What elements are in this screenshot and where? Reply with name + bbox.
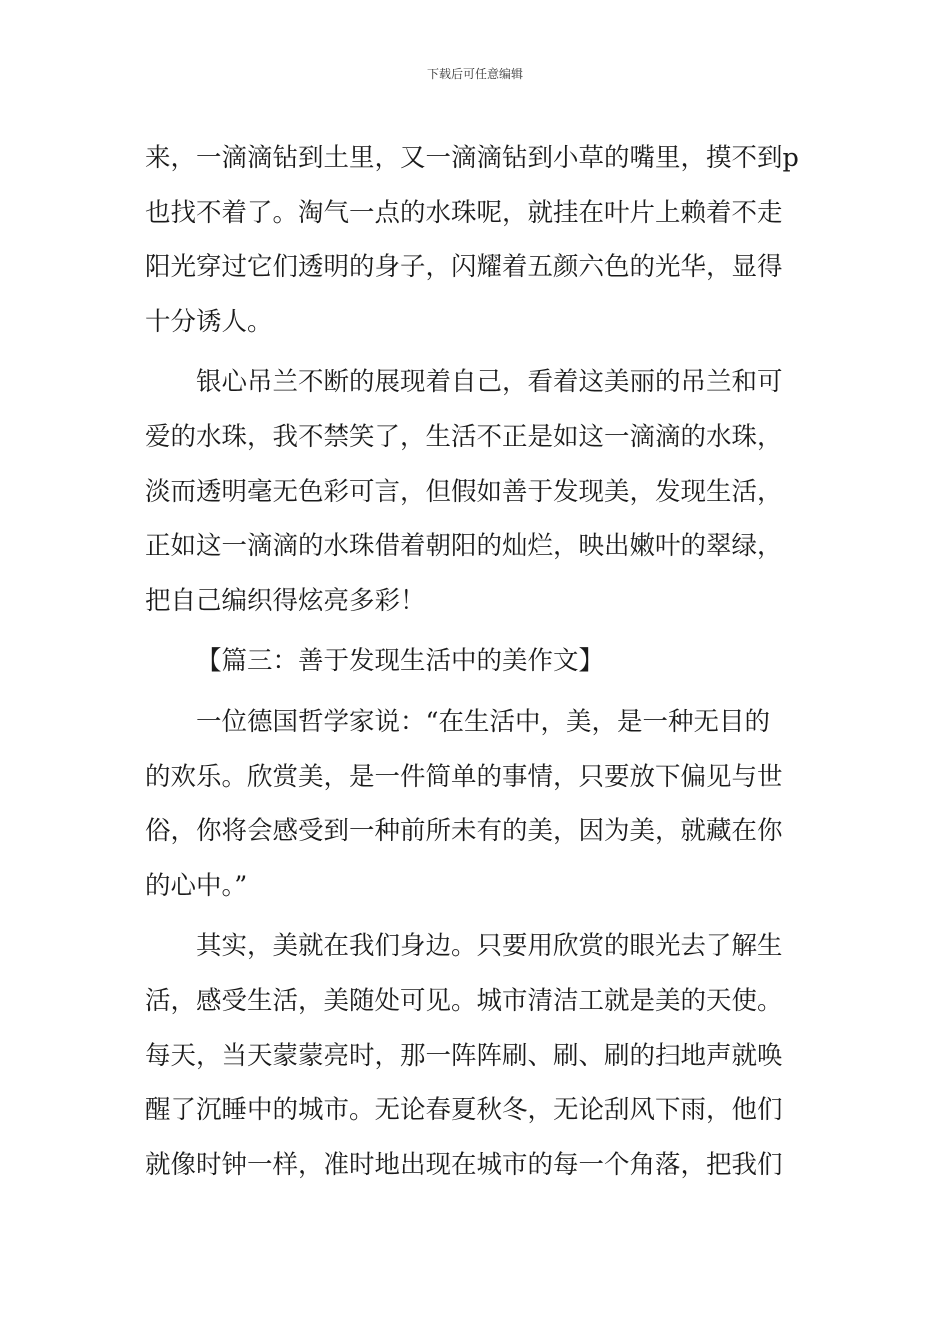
text-line: 其实，美就在我们身边。只要用欣赏的眼光去了解生 [196,931,783,962]
paragraph [145,695,813,913]
section-heading [145,634,813,689]
text-line: 醒了沉睡中的城市。无论春夏秋冬，无论刮风下雨，他们 [145,1095,783,1126]
text-line: 淡而透明毫无色彩可言，但假如善于发现美，发现生活， [145,476,783,507]
text-line: 十分诱人。 [145,306,273,337]
text-line: 就像时钟一样，准时地出现在城市的每一个角落，把我们 [145,1149,783,1180]
text-line: 的心中。” [145,870,248,901]
text-line: 阳光穿过它们透明的身子，闪耀着五颜六色的光华，显得 [145,252,783,283]
text-line: 银心吊兰不断的展现着自己，看着这美丽的吊兰和可 [196,367,783,398]
text-line: 每天，当天蒙蒙亮时，那一阵阵刷、刷、刷的扫地声就唤 [145,1040,783,1071]
section-title: 【篇三：善于发现生活中的美作文】 [196,646,605,677]
text-line: 活，感受生活，美随处可见。城市清洁工就是美的天使。 [145,985,783,1016]
text-line: 来，一滴滴钻到土里，又一滴滴钻到小草的嘴里，摸不到p [145,143,799,173]
page-header: 下载后可任意编辑 [426,67,523,81]
paragraph [145,131,813,349]
paragraph [145,355,813,628]
text-line: 爱的水珠，我不禁笑了，生活不正是如这一滴滴的水珠， [145,421,783,452]
paragraph [145,919,813,1192]
document-body [145,131,813,1192]
text-line: 也找不着了。淘气一点的水珠呢，就挂在叶片上赖着不走 [145,197,783,228]
text-line: 正如这一滴滴的水珠借着朝阳的灿烂，映出嫩叶的翠绿， [145,531,783,562]
text-line: 俗，你将会感受到一种前所未有的美，因为美，就藏在你 [145,816,783,847]
text-line: 把自己编织得炫亮多彩！ [145,585,426,616]
text-line: 的欢乐。欣赏美，是一件简单的事情，只要放下偏见与世 [145,761,783,792]
text-line: 一位德国哲学家说：“在生活中，美，是一种无目的 [196,706,771,737]
